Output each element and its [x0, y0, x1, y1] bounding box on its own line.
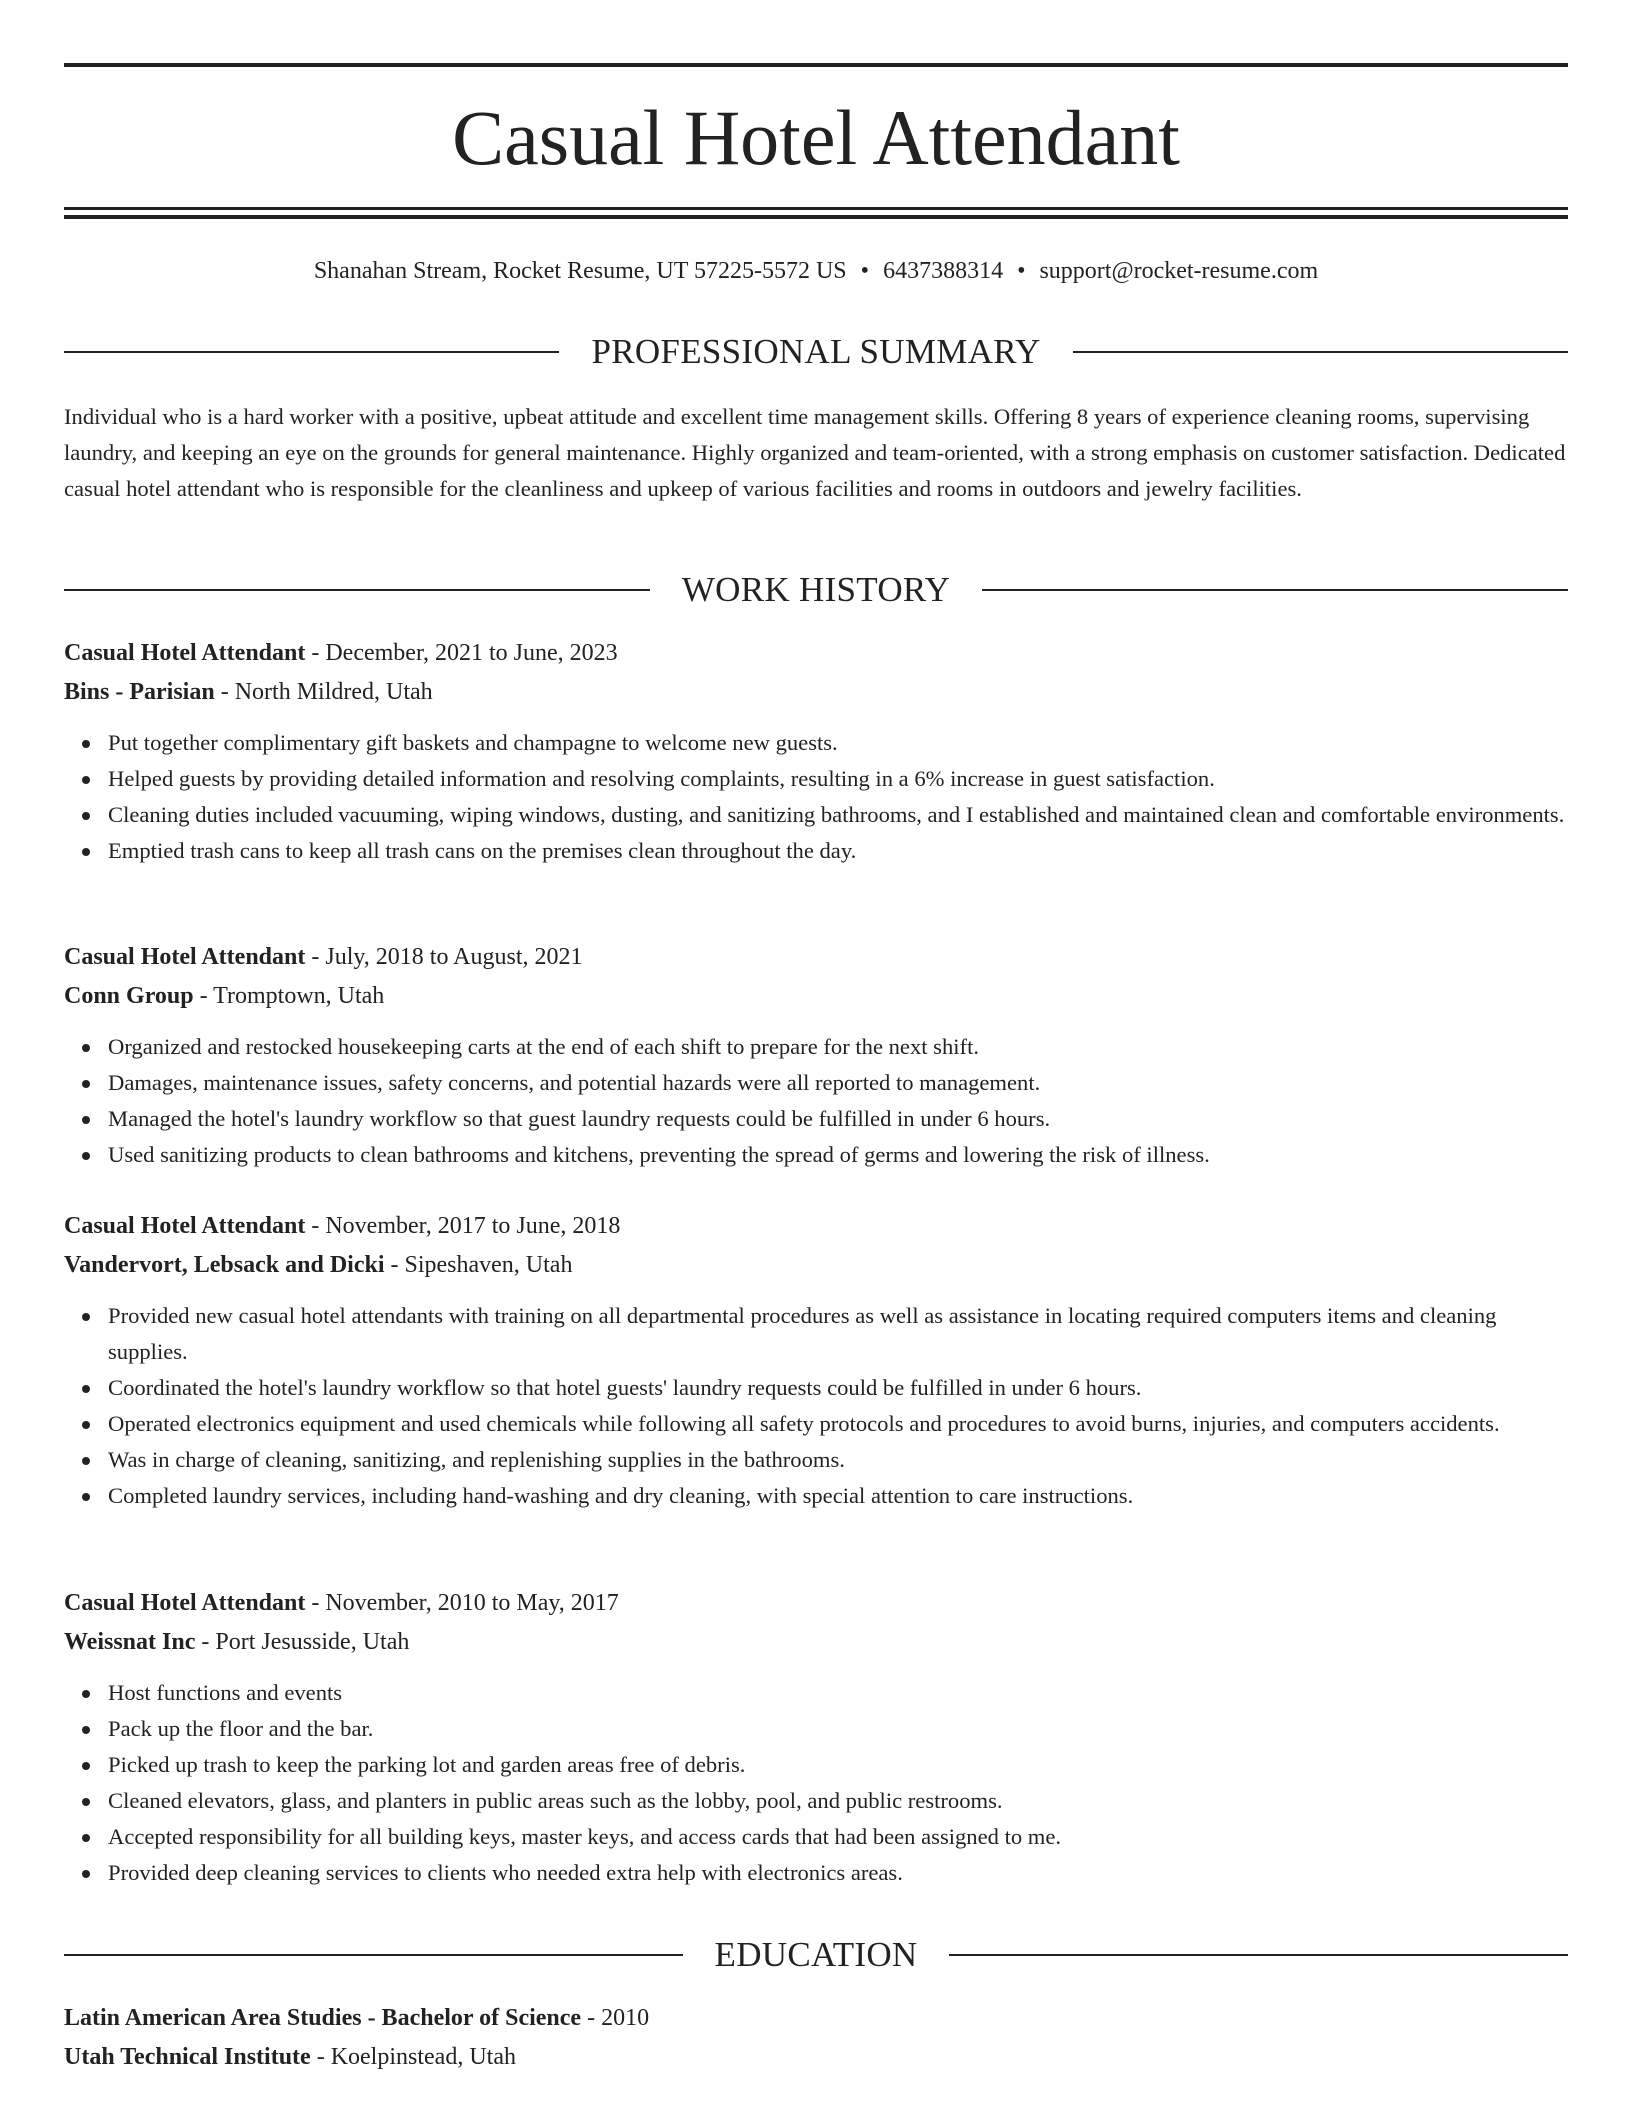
job-location: - North Mildred, Utah	[214, 679, 433, 705]
job-entry	[64, 1584, 1568, 1891]
job-bullet: Provided new casual hotel attendants with training on all departmental procedures as well as assistance in locating required computers items and cleaning supplies.	[108, 1298, 1568, 1370]
job-dates: - November, 2010 to May, 2017	[305, 1590, 619, 1616]
education-heading	[64, 1933, 1568, 1977]
job-company: Bins - Parisian	[64, 679, 215, 705]
education-entry	[64, 1999, 1568, 2077]
job-title: Casual Hotel Attendant	[64, 640, 306, 666]
heading-rule-right	[982, 589, 1568, 591]
contact-phone: 6437388314	[883, 258, 1004, 284]
job-bullet: Used sanitizing products to clean bathrooms and kitchens, preventing the spread of germs and lowering the risk of illness.	[108, 1137, 1568, 1173]
job-location: - Tromptown, Utah	[193, 983, 385, 1009]
job-bullet: Completed laundry services, including hand-washing and dry cleaning, with special attention to care instructions.	[108, 1478, 1568, 1514]
job-bullet: Operated electronics equipment and used chemicals while following all safety protocols and procedures to avoid burns, injuries, and computers accidents.	[108, 1406, 1568, 1442]
heading-rule-left	[64, 1954, 683, 1956]
job-company-line	[64, 1246, 1568, 1285]
education-school-line	[64, 2038, 1568, 2077]
heading-rule-left	[64, 589, 650, 591]
job-company: Vandervort, Lebsack and Dicki	[64, 1252, 385, 1278]
job-bullet: Helped guests by providing detailed information and resolving complaints, resulting in a 6% increase in guest satisfaction.	[108, 761, 1568, 797]
job-bullet: Coordinated the hotel's laundry workflow so that hotel guests' laundry requests could be fulfilled in under 6 hours.	[108, 1370, 1568, 1406]
job-entry	[64, 634, 1568, 869]
job-bullet: Host functions and events	[108, 1675, 1568, 1711]
top-rule	[64, 63, 1568, 67]
job-dates: - November, 2017 to June, 2018	[305, 1213, 621, 1239]
job-title-line	[64, 1584, 1568, 1623]
job-bullets	[64, 725, 1568, 869]
job-bullet: Was in charge of cleaning, sanitizing, and replenishing supplies in the bathrooms.	[108, 1442, 1568, 1478]
heading-rule-left	[64, 351, 559, 353]
job-company: Weissnat Inc	[64, 1629, 196, 1655]
job-location: - Sipeshaven, Utah	[384, 1252, 573, 1278]
contact-email: support@rocket-resume.com	[1039, 258, 1319, 284]
job-title: Casual Hotel Attendant	[64, 944, 306, 970]
job-entry	[64, 1207, 1568, 1514]
job-bullet: Cleaned elevators, glass, and planters in public areas such as the lobby, pool, and public restrooms.	[108, 1783, 1568, 1819]
education-school: Utah Technical Institute	[64, 2044, 311, 2070]
section-title: EDUCATION	[714, 1935, 918, 1974]
job-bullet: Organized and restocked housekeeping carts at the end of each shift to prepare for the next shift.	[108, 1029, 1568, 1065]
job-bullets	[64, 1029, 1568, 1173]
job-bullet: Pack up the floor and the bar.	[108, 1711, 1568, 1747]
contact-address: Shanahan Stream, Rocket Resume, UT 57225-5572 US	[313, 258, 847, 284]
job-dates: - July, 2018 to August, 2021	[305, 944, 583, 970]
job-bullet: Put together complimentary gift baskets and champagne to welcome new guests.	[108, 725, 1568, 761]
job-title-line	[64, 1207, 1568, 1246]
job-dates: - December, 2021 to June, 2023	[305, 640, 618, 666]
work-history-heading	[64, 568, 1568, 612]
job-bullets	[64, 1675, 1568, 1891]
job-location: - Port Jesusside, Utah	[195, 1629, 410, 1655]
header-rule-upper	[64, 207, 1568, 210]
header-rule-lower	[64, 215, 1568, 219]
job-title-line	[64, 634, 1568, 673]
job-bullet: Managed the hotel's laundry workflow so that guest laundry requests could be fulfilled in under 6 hours.	[108, 1101, 1568, 1137]
education-degree-line	[64, 1999, 1568, 2038]
heading-rule-right	[949, 1954, 1568, 1956]
job-title: Casual Hotel Attendant	[64, 1213, 306, 1239]
job-bullet: Accepted responsibility for all building keys, master keys, and access cards that had been assigned to me.	[108, 1819, 1568, 1855]
education-year: - 2010	[581, 2005, 650, 2031]
education-degree: Latin American Area Studies - Bachelor of Science	[64, 2005, 582, 2031]
contact-separator: •	[1017, 258, 1026, 284]
job-title: Casual Hotel Attendant	[64, 1590, 306, 1616]
summary-text: Individual who is a hard worker with a positive, upbeat attitude and excellent time management skills. Offering 8 years of experience cleaning rooms, supervising laundry, and keeping an eye on the grounds for general maintenance. Highly organized and team-oriented, with a strong emphasis on customer satisfaction. Dedicated casual hotel attendant who is responsible for the cleanliness and upkeep of various facilities and rooms in outdoors and jewelry facilities.	[64, 404, 1566, 501]
job-bullet: Provided deep cleaning services to clients who needed extra help with electronics areas.	[108, 1855, 1568, 1891]
job-entry	[64, 938, 1568, 1173]
job-company-line	[64, 673, 1568, 712]
resume-name: Casual Hotel Attendant	[452, 94, 1180, 181]
job-bullet: Picked up trash to keep the parking lot and garden areas free of debris.	[108, 1747, 1568, 1783]
job-title-line	[64, 938, 1568, 977]
education-location: - Koelpinstead, Utah	[310, 2044, 516, 2070]
job-company-line	[64, 977, 1568, 1016]
job-bullet: Emptied trash cans to keep all trash cans on the premises clean throughout the day.	[108, 833, 1568, 869]
summary-heading	[64, 330, 1568, 374]
job-bullet: Cleaning duties included vacuuming, wiping windows, dusting, and sanitizing bathrooms, and I established and maintained clean and comfortable environments.	[108, 797, 1568, 833]
section-title: WORK HISTORY	[681, 570, 951, 609]
section-title: PROFESSIONAL SUMMARY	[591, 332, 1041, 371]
job-company-line	[64, 1623, 1568, 1662]
job-bullets	[64, 1298, 1568, 1514]
job-bullet: Damages, maintenance issues, safety concerns, and potential hazards were all reported to management.	[108, 1065, 1568, 1101]
contact-separator: •	[860, 258, 870, 284]
job-company: Conn Group	[64, 983, 194, 1009]
heading-rule-right	[1073, 351, 1568, 353]
contact-line	[64, 254, 1568, 288]
